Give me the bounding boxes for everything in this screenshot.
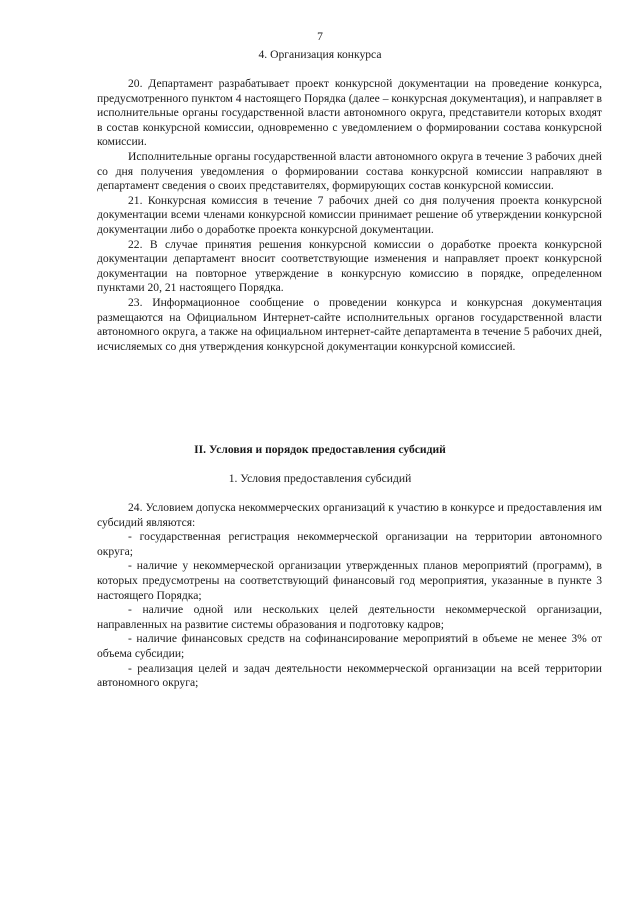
section-4-body (97, 77, 602, 354)
paragraph-23: 23. Информационное сообщение о проведении конкурса и конкурсная документация размещаются на Официальном Интернет-сайте исполнительных органов государственной власти автономного округа, а также на официальном интернет-сайте департамента в течение 5 рабочих дней, исчисляемых со дня утверждения конкурсной документации конкурсной комиссией. (97, 295, 602, 353)
subsection-1-body (97, 501, 602, 691)
condition-registration: - государственная регистрация некоммерческой организации на территории автономного округа; (97, 530, 602, 558)
page-number: 7 (317, 30, 323, 43)
paragraph-executive-bodies: Исполнительные органы государственной власти автономного округа в течение 3 рабочих дней со дня получения уведомления о формировании состава конкурсной комиссии направляют в департамент сведения о своих представителях, формирующих состав конкурсной комиссии. (97, 149, 602, 193)
paragraph-20: 20. Департамент разрабатывает проект конкурсной документации на проведение конкурса, предусмотренного пунктом 4 настоящего Порядка (далее – конкурсная документация), и направляет в исполнительные органы государственной власти автономного округа, представители которых входят в состав конкурсной комиссии, одновременно с уведомлением о формировании состава конкурсной комиссии. (97, 77, 602, 149)
condition-plans: - наличие у некоммерческой организации утвержденных планов мероприятий (программ), в которых предусмотрены на соответствующий финансовый год мероприятия, указанные в пункте 3 настоящего Порядка; (97, 559, 602, 602)
subsection-1-heading: 1. Условия предоставления субсидий (228, 472, 412, 485)
paragraph-21: 21. Конкурсная комиссия в течение 7 рабочих дней со дня получения проекта конкурсной документации всеми членами конкурсной комиссии принимает решение об утверждении конкурсной документации либо о доработке проекта конкурсной документации. (97, 193, 602, 236)
condition-cofinancing: - наличие финансовых средств на софинансирование мероприятий в объеме не менее 3% от объема субсидии; (97, 632, 602, 660)
condition-territory: - реализация целей и задач деятельности некоммерческой организации на всей территории автономного округа; (97, 661, 602, 690)
paragraph-22: 22. В случае принятия решения конкурсной комиссии о доработке проекта конкурсной документации департамент вносит соответствующие изменения и направляет проект конкурсной документации на повторное утверждение в конкурсную комиссию в порядке, определенном пунктами 20, 21 настоящего Порядка. (97, 237, 602, 295)
section-4-heading: 4. Организация конкурса (258, 48, 382, 61)
part-2-heading: II. Условия и порядок предоставления субсидий (194, 443, 446, 456)
condition-goals: - наличие одной или нескольких целей деятельности некоммерческой организации, направленных на развитие системы образования и подготовку кадров; (97, 603, 602, 631)
paragraph-24: 24. Условием допуска некоммерческих организаций к участию в конкурсе и предоставления им субсидий являются: (97, 501, 602, 529)
